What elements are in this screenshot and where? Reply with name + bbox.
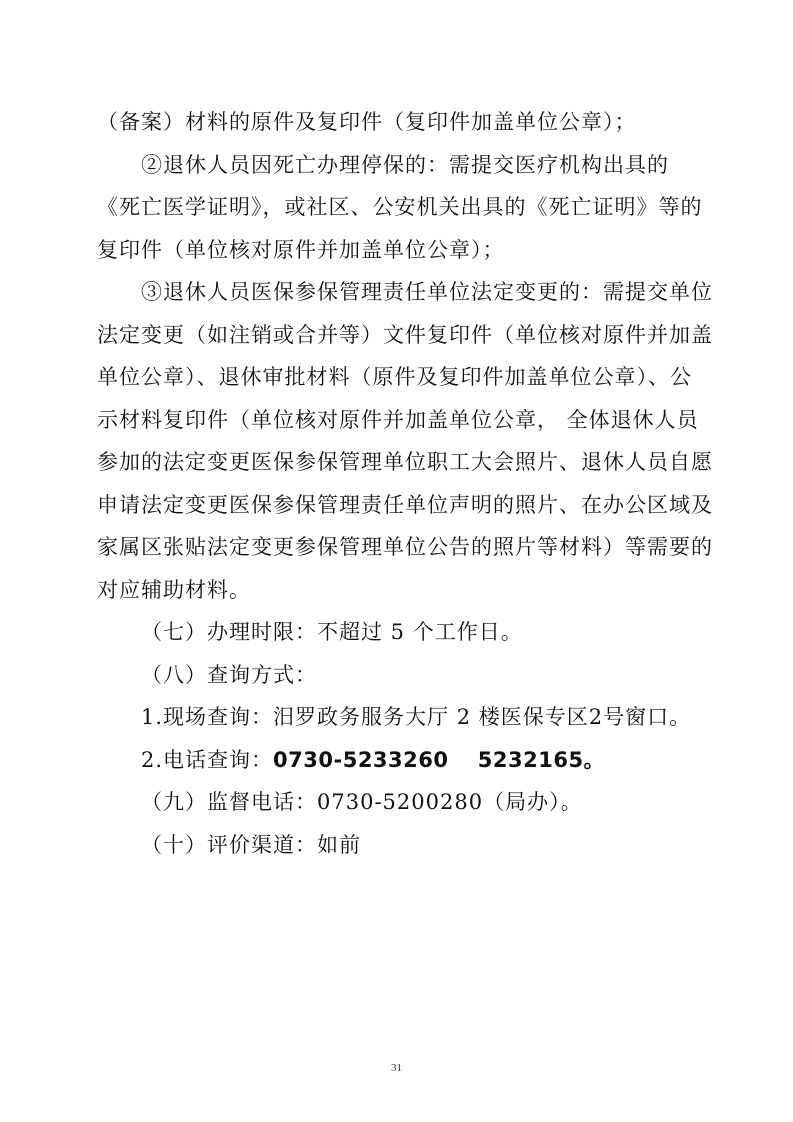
inquiry-heading: （八）查询方式： (141, 662, 317, 687)
text-line: 复印件（单位核对原件并加盖单位公章）； (97, 237, 505, 262)
text-line: 法定变更（如注销或合并等）文件复印件（单位核对原件并加盖 (97, 322, 713, 347)
text-line: 家属区张贴法定变更参保管理单位公告的照片等材料）等需要的 (97, 535, 713, 559)
text-line: 示材料复印件（单位核对原件并加盖单位公章， 全体退休人员 (97, 407, 699, 432)
text-line: 参加的法定变更医保参保管理单位职工大会照片、退休人员自愿 (97, 450, 713, 474)
phone-inquiry (97, 739, 697, 782)
processing-time: （七）办理时限：不超过 5 个工作日。 (141, 620, 523, 644)
body-text (97, 101, 713, 866)
phone-numbers: 0730-5233260 5232165。 (273, 747, 606, 772)
text-line: 申请法定变更医保参保管理责任单位声明的照片、在办公区域及 (97, 492, 713, 517)
text-line: 《死亡医学证明》，或社区、公安机关出具的《死亡证明》等的 (97, 195, 703, 219)
phone-label: 2.电话查询： (141, 747, 274, 772)
text-line: 单位公章）、退休审批材料（原件及复印件加盖单位公章）、公 (97, 365, 692, 389)
text-line: 对应辅助材料。 (97, 577, 251, 602)
text-line: ②退休人员因死亡办理停保的：需提交医疗机构出具的 (141, 152, 669, 177)
supervision-phone: （九）监督电话：0730-5200280（局办）。 (141, 790, 583, 814)
text-line: （备案）材料的原件及复印件（复印件加盖单位公章）； (97, 110, 637, 134)
onsite-inquiry: 1.现场查询：汨罗政务服务大厅 2 楼医保专区2号窗口。 (141, 705, 692, 729)
text-line: ③退休人员医保参保管理责任单位法定变更的：需提交单位 (141, 280, 713, 304)
evaluation-channel: （十）评价渠道：如前 (141, 832, 361, 857)
page-number: 31 (391, 1062, 402, 1074)
